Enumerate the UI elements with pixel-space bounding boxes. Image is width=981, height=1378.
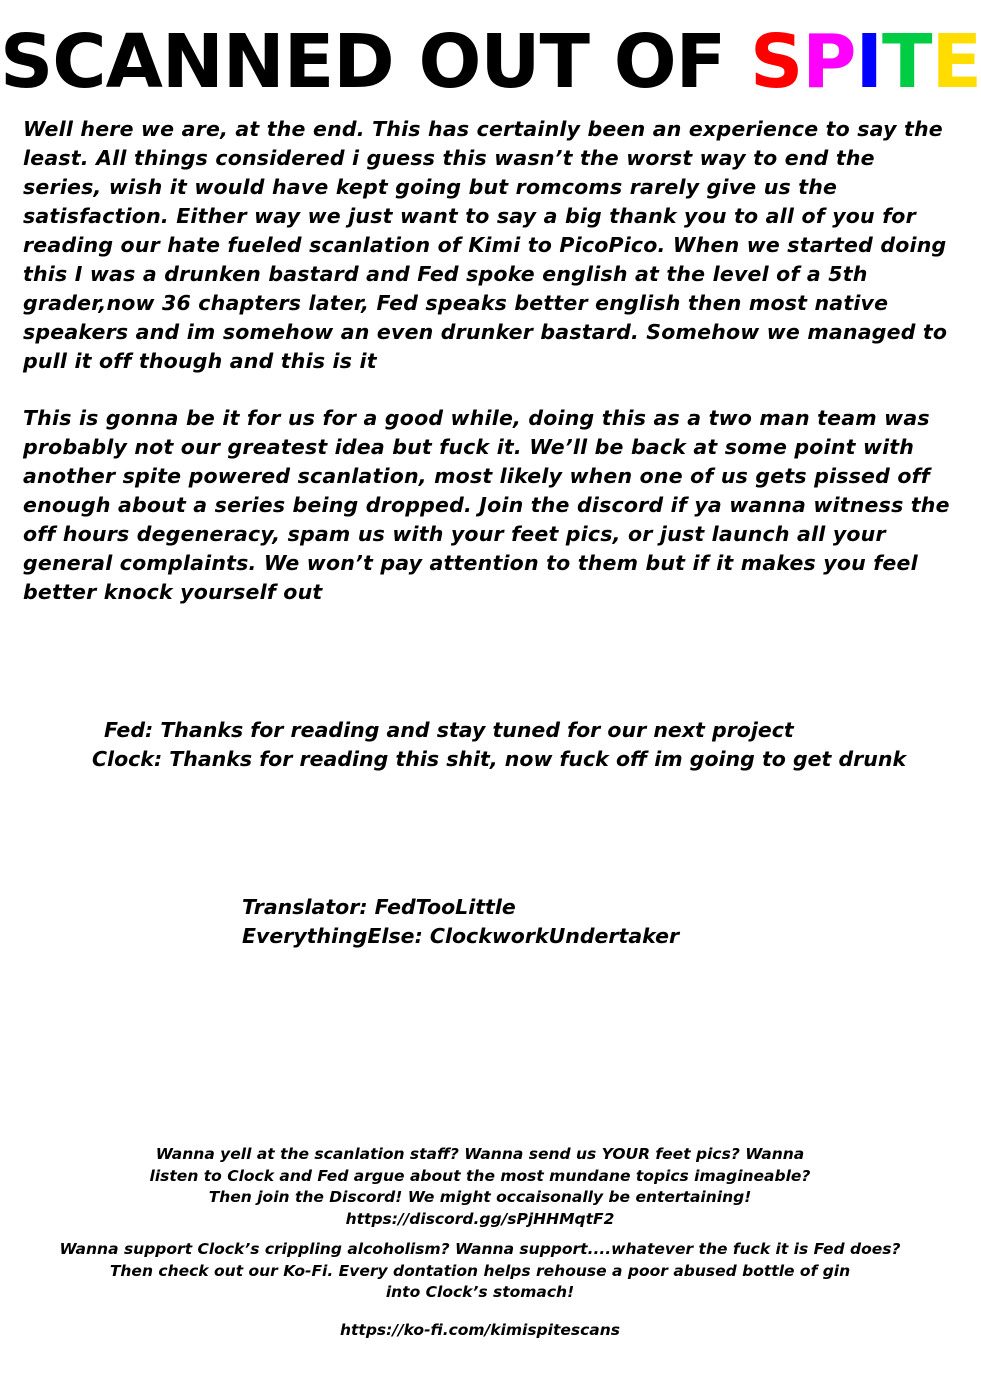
farewell-paragraph: Well here we are, at the end. This has certainly been an experience to say the least. All things considered i guess this wasn’t the worst way to end the series, wish it would have kept going but romcoms rarely give us the satisfaction. Either way we just want to say a big thank you to all of you for reading our hate fueled scanlation of Kimi to PicoPico. When we started doing this I was a drunken bastard and Fed spoke english at the level of a 5th grader,now 36 chapters later, Fed speaks better english then most native speakers and im somehow an even drunker bastard. Somehow we managed to pull it off though and this is it — [23, 117, 948, 373]
clock-thanks-line: Clock: Thanks for reading this shit, now fuck off im going to get drunk — [92, 747, 907, 771]
title-plain: SCANNED OUT OF — [0, 19, 750, 105]
fed-thanks-line: Fed: Thanks for reading and stay tuned for our next project — [104, 718, 794, 742]
discord-line: listen to Clock and Fed argue about the most mundane topics imagineable? — [149, 1166, 811, 1185]
page-title — [0, 19, 981, 105]
kofi-line: into Clock’s stomach! — [385, 1283, 575, 1301]
discord-promo — [40, 1144, 920, 1230]
kofi-line: Wanna support Clock’s crippling alcoholism? Wanna support....whatever the fuck it is Fed does? — [59, 1240, 901, 1258]
everything-else-credit: EverythingElse: ClockworkUndertaker — [242, 924, 680, 948]
discord-line: Then join the Discord! We might occaisonally be entertaining! — [208, 1188, 752, 1206]
rainbow-letter-p: P — [802, 19, 856, 105]
title-rainbow-word — [750, 19, 981, 105]
discord-line: Wanna yell at the scanlation staff? Wanna send us YOUR feet pics? Wanna — [155, 1145, 805, 1163]
rainbow-letter-i: I — [855, 19, 883, 105]
rainbow-letter-t: T — [882, 19, 932, 105]
kofi-line: Then check out our Ko-Fi. Every dontation helps rehouse a poor abused bottle of gin — [109, 1261, 851, 1280]
translator-credit: Translator: FedTooLittle — [242, 895, 516, 919]
hiatus-paragraph: This is gonna be it for us for a good while, doing this as a two man team was probably not our greatest idea but fuck it. We’ll be back at some point with another spite powered scanlation, most likely when one of us gets pissed off enough about a series being dropped. Join the discord if ya wanna witness the off hours degeneracy, spam us with your feet pics, or just launch all your general complaints. We won’t pay attention to them but if it makes you feel better knock yourself out — [23, 406, 950, 604]
rainbow-letter-e: E — [931, 19, 981, 105]
rainbow-letter-s: S — [749, 19, 803, 105]
kofi-link[interactable]: https://ko-fi.com/kimispitescans — [339, 1321, 621, 1339]
discord-link[interactable]: https://discord.gg/sPjHHMqtF2 — [345, 1209, 615, 1228]
kofi-promo — [40, 1239, 920, 1304]
